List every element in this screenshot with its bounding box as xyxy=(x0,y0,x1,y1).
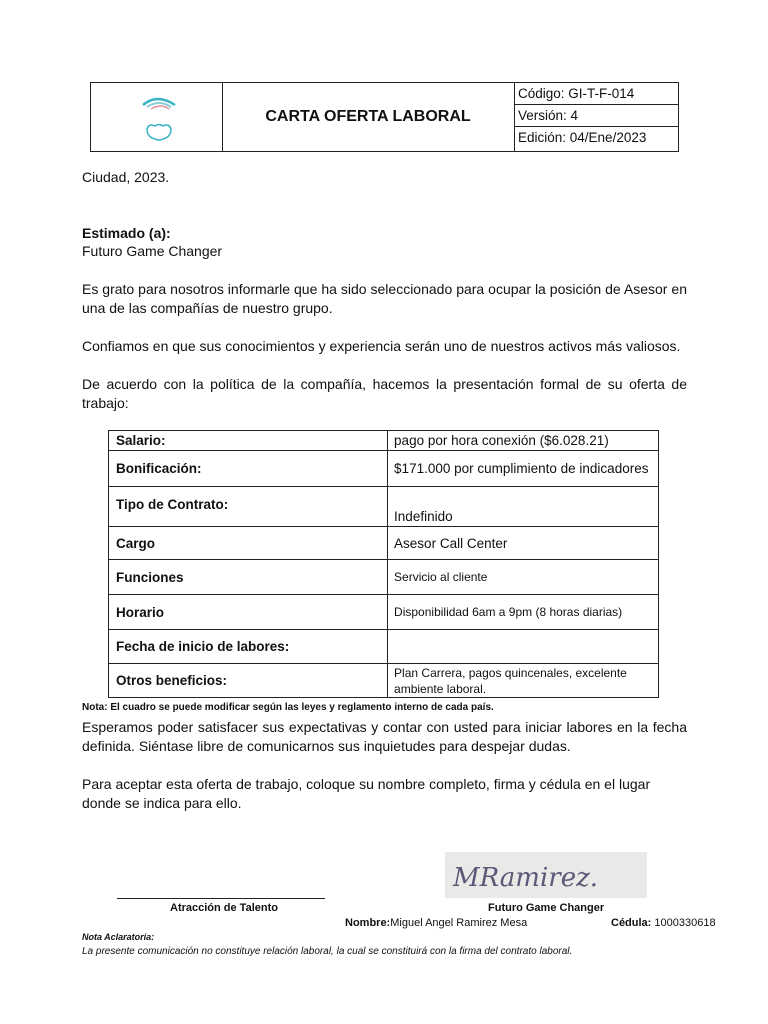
paragraph-5: Para aceptar esta oferta de trabajo, coloque su nombre completo, firma y cédula en el lugar donde se indica para ello. xyxy=(82,776,651,811)
document-metadata xyxy=(515,83,678,151)
row-value: $171.000 por cumplimiento de indicadores xyxy=(388,451,659,487)
recipient: Futuro Game Changer xyxy=(82,243,223,259)
row-label: Otros beneficios: xyxy=(109,664,388,698)
signer-right-label: Futuro Game Changer xyxy=(488,902,605,914)
name-label: Nombre: xyxy=(345,917,391,929)
document-version: Versión: 4 xyxy=(515,105,678,127)
document-edition: Edición: 04/Ene/2023 xyxy=(518,130,647,145)
table-row xyxy=(109,664,659,698)
paragraph-3: De acuerdo con la política de la compañía, hacemos la presentación formal de su oferta de trabajo: xyxy=(82,376,687,411)
paragraph-2: Confiamos en que sus conocimientos y experiencia serán uno de nuestros activos más valiosos. xyxy=(82,338,681,354)
row-value: Servicio al cliente xyxy=(388,560,659,595)
signer-id xyxy=(611,917,716,929)
row-value: Disponibilidad 6am a 9pm (8 horas diarias) xyxy=(388,595,659,630)
paragraph-1: Es grato para nosotros informarle que ha sido seleccionado para ocupar la posición de Asesor en una de las compañías de nuestro grupo. xyxy=(82,281,687,316)
table-row xyxy=(109,630,659,664)
name-value: Miguel Angel Ramirez Mesa xyxy=(390,917,528,929)
id-value: 1000330618 xyxy=(654,917,716,929)
row-value: Asesor Call Center xyxy=(388,527,659,560)
row-label: Salario: xyxy=(109,431,388,451)
table-row xyxy=(109,595,659,630)
row-value xyxy=(388,630,659,664)
svg-text:MRamirez.: MRamirez. xyxy=(453,863,599,893)
signature-image xyxy=(445,852,647,898)
place-date: Ciudad, 2023. xyxy=(82,169,170,185)
logo-icon xyxy=(91,83,222,151)
offer-table xyxy=(108,430,659,698)
id-label: Cédula: xyxy=(611,917,652,929)
table-row xyxy=(109,451,659,487)
paragraph-4: Esperamos poder satisfacer sus expectativas y contar con usted para iniciar labores en la fecha definida. Siéntase libre de comunicarnos sus inquietudes para despejar dudas. xyxy=(82,719,687,754)
footer-note-title: Nota Aclaratoria: xyxy=(82,932,155,942)
row-label: Fecha de inicio de labores: xyxy=(109,630,388,664)
document-title: CARTA OFERTA LABORAL xyxy=(222,83,515,151)
row-label: Cargo xyxy=(109,527,388,560)
table-row xyxy=(109,487,659,527)
row-label: Funciones xyxy=(109,560,388,595)
document-code: Código: GI-T-F-014 xyxy=(515,83,678,105)
company-logo xyxy=(91,83,223,151)
signer-left-label: Atracción de Talento xyxy=(170,902,278,914)
row-value: pago por hora conexión ($6.028.21) xyxy=(388,431,659,451)
signer-name xyxy=(345,917,527,929)
document-header xyxy=(90,82,679,152)
signature-line xyxy=(117,898,325,899)
greeting: Estimado (a): xyxy=(82,225,171,241)
row-value: Indefinido xyxy=(388,487,659,527)
row-label: Horario xyxy=(109,595,388,630)
table-note: Nota: El cuadro se puede modificar según las leyes y reglamento interno de cada país. xyxy=(82,702,494,713)
handwritten-signature xyxy=(445,852,647,898)
table-row xyxy=(109,527,659,560)
row-label: Tipo de Contrato: xyxy=(109,487,388,527)
table-row xyxy=(109,560,659,595)
footer-note-text: La presente comunicación no constituye relación laboral, la cual se constituirá con la firma del contrato laboral. xyxy=(82,946,573,957)
row-value: Plan Carrera, pagos quincenales, excelente ambiente laboral. xyxy=(388,664,659,698)
row-label: Bonificación: xyxy=(109,451,388,487)
table-row xyxy=(109,431,659,451)
